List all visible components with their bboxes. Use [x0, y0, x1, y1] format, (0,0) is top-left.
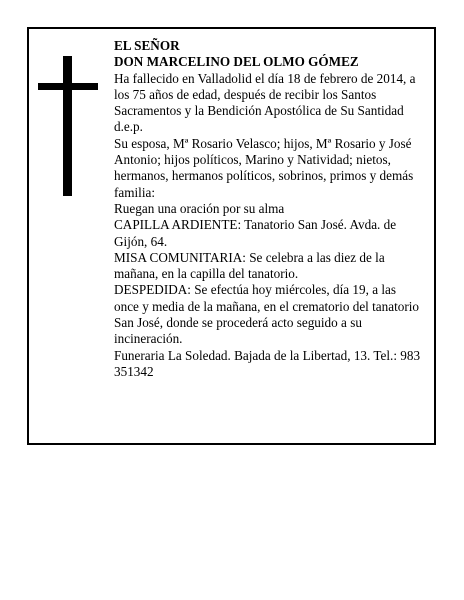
obituary-text [114, 38, 424, 380]
notice-title-line1: EL SEÑOR [114, 38, 180, 53]
notice-paragraph-family: Su esposa, Mª Rosario Velasco; hijos, Mª Rosario y José Antonio; hijos políticos, Marino y Natividad; nietos, hermanos, hermanos políticos, sobrinos, primos y demás familia: [114, 135, 414, 200]
cross-horizontal-bar [38, 83, 98, 90]
latin-cross-icon [38, 56, 98, 196]
notice-title-line2: DON MARCELINO DEL OLMO GÓMEZ [114, 54, 359, 70]
notice-paragraph-mass: MISA COMUNITARIA: Se celebra a las diez de la mañana, en la capilla del tanatorio. [114, 249, 385, 282]
notice-paragraph-chapel: CAPILLA ARDIENTE: Tanatorio San José. Avda. de Gijón, 64. [114, 217, 397, 249]
notice-paragraph-farewell: DESPEDIDA: Se efectúa hoy miércoles, día 19, a las once y media de la mañana, en el crematorio del tanatorio San José, donde se procederá acto seguido a su incineración. [114, 282, 420, 347]
notice-paragraph-funeral-home: Funeraria La Soledad. Bajada de la Libertad, 13. Tel.: 983 351342 [114, 347, 421, 379]
notice-paragraph-death: Ha fallecido en Valladolid el día 18 de febrero de 2014, a los 75 años de edad, después de recibir los Santos Sacramentos y la Bendición Apostólica de Su Santidad d.e.p. [114, 70, 416, 135]
notice-paragraph-prayer: Ruegan una oración por su alma [114, 200, 285, 216]
cross-vertical-bar [63, 56, 72, 196]
